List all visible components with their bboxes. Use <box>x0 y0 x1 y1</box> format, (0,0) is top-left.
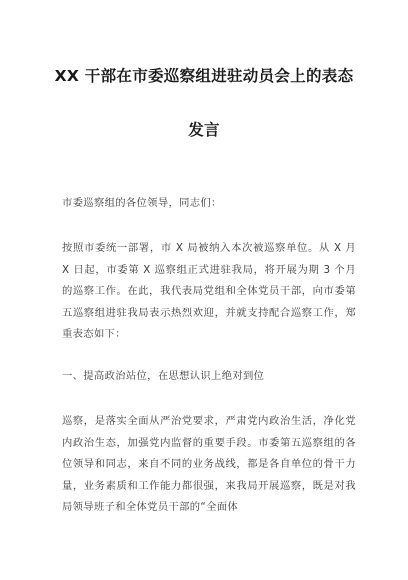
body-paragraph: 巡察，是落实全面从严治党要求，严肃党内政治生活，净化党内政治生态，加强党内监督的重要手段。市委第五巡察组的各位领导和同志，来自不同的业务战线，都是各自单位的骨干力量，业务素质和工作能力都很强，来我局开展巡察，既是对我局领导班子和全体党员干部的“全面体 <box>62 415 356 514</box>
document-title-line-1: XX 干部在市委巡察组进驻动员会上的表态 <box>54 67 354 85</box>
greeting-paragraph: 市委巡察组的各位领导，同志们： <box>62 197 222 209</box>
section-heading: 一、提高政治站位，在思想认识上绝对到位 <box>62 370 265 382</box>
intro-paragraph: 按照市委统一部署，市 X 局被纳入本次被巡察单位。从 X 月 X 日起，市委第 X 巡察组正式进驻我局，将开展为期 3 个月的巡察工作。在此，我代表局党组和全体党员干部，向市委第五巡察组进驻我局表示热烈欢迎，并就支持配合巡察工作，郑重表态如下： <box>62 242 356 341</box>
document-title-line-2: 发言 <box>188 121 220 139</box>
